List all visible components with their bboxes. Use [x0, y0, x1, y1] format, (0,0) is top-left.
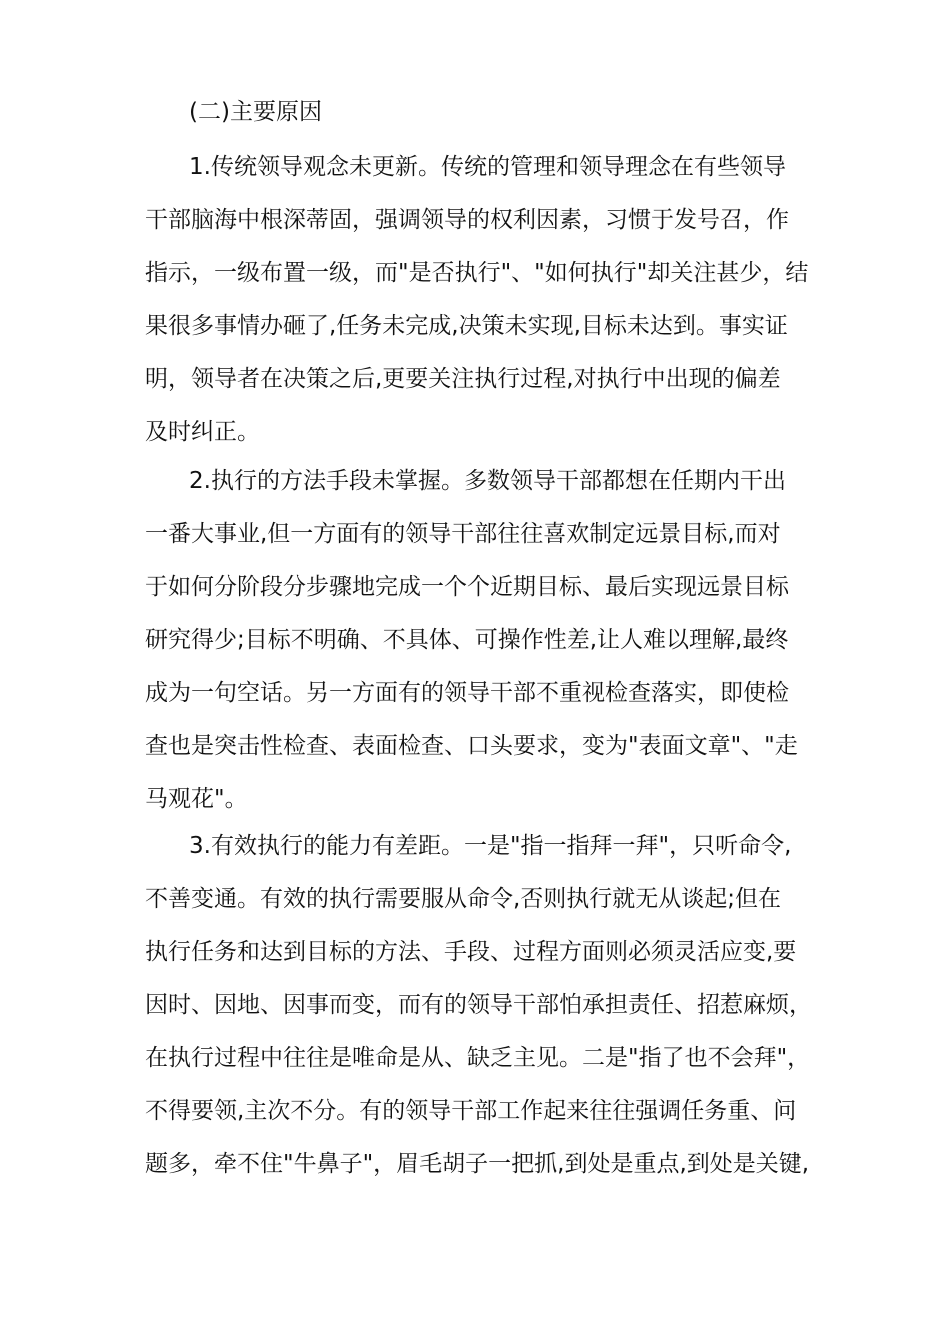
paragraph-line: 因时、因地、因事而变，而有的领导干部怕承担责任、招惹麻烦， [145, 992, 812, 1018]
paragraph-line: 1.传统领导观念未更新。传统的管理和领导理念在有些领导 [189, 154, 786, 180]
paragraph-line: 执行任务和达到目标的方法、手段、过程方面则必须灵活应变,要 [145, 939, 797, 965]
paragraph-line: 研究得少;目标不明确、不具体、可操作性差,让人难以理解,最终 [145, 627, 789, 653]
section-heading: (二)主要原因 [189, 99, 322, 125]
paragraph-line: 指示，一级布置一级，而"是否执行"、"如何执行"却关注甚少，结 [145, 260, 809, 286]
paragraph-traditional-concepts [145, 141, 810, 459]
paragraph-line: 一番大事业,但一方面有的领导干部往往喜欢制定远景目标,而对 [145, 521, 781, 547]
paragraph-line: 不善变通。有效的执行需要服从命令,否则执行就无从谈起;但在 [145, 886, 782, 912]
paragraph-line: 题多，牵不住"牛鼻子"，眉毛胡子一把抓,到处是重点,到处是关键, [145, 1151, 810, 1177]
paragraph-line: 干部脑海中根深蒂固，强调领导的权利因素，习惯于发号召，作 [145, 207, 789, 233]
paragraph-line: 在执行过程中往往是唯命是从、缺乏主见。二是"指了也不会拜"， [145, 1045, 811, 1071]
paragraph-execution-methods [145, 455, 810, 826]
paragraph-line: 查也是突击性检查、表面检查、口头要求，变为"表面文章"、"走 [145, 733, 798, 759]
paragraph-line: 果很多事情办砸了,任务未完成,决策未实现,目标未达到。事实证 [145, 313, 788, 339]
paragraph-line: 马观花"。 [145, 786, 248, 812]
paragraph-line: 于如何分阶段分步骤地完成一个个近期目标、最后实现远景目标 [145, 574, 789, 600]
paragraph-line: 不得要领,主次不分。有的领导干部工作起来往往强调任务重、问 [145, 1098, 797, 1124]
paragraph-line: 及时纠正。 [145, 419, 260, 445]
paragraph-line: 3.有效执行的能力有差距。一是"指一指拜一拜"，只听命令, [189, 833, 792, 859]
paragraph-line: 2.执行的方法手段未掌握。多数领导干部都想在任期内干出 [189, 468, 786, 494]
paragraph-line: 成为一句空话。另一方面有的领导干部不重视检查落实，即使检 [145, 680, 789, 706]
paragraph-execution-ability [145, 820, 810, 1191]
paragraph-line: 明，领导者在决策之后,更要关注执行过程,对执行中出现的偏差 [145, 366, 781, 392]
